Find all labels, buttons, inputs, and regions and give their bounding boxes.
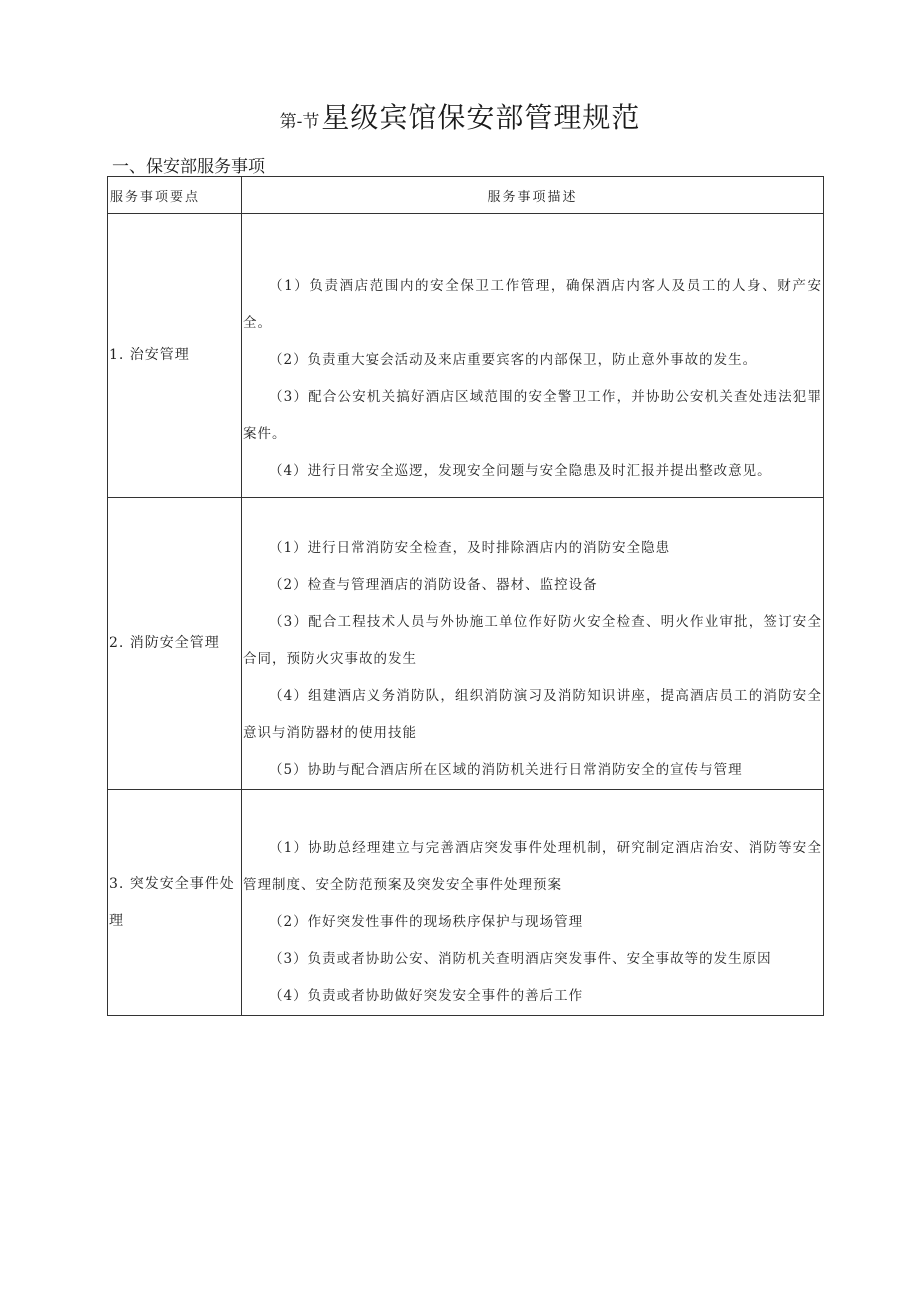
description-item: （4）组建酒店义务消防队，组织消防演习及消防知识讲座，提高酒店员工的消防安全意识与消防器材的使用技能 <box>243 688 822 741</box>
description-item: （2）检查与管理酒店的消防设备、器材、监控设备 <box>269 577 598 593</box>
title-prefix: 第-节 <box>279 112 320 132</box>
description-item: （2）作好突发性事件的现场秩序保护与现场管理 <box>269 914 584 930</box>
table-row <box>108 498 824 790</box>
row-point-security: 1. 治安管理 <box>108 214 242 498</box>
header-key-points: 服务事项要点 <box>108 177 242 214</box>
section-heading: 一、保安部服务事项 <box>112 157 265 177</box>
page-title <box>0 96 920 136</box>
row-description-emergency <box>242 790 824 1016</box>
table-row <box>108 214 824 498</box>
description-item: （4）负责或者协助做好突发安全事件的善后工作 <box>269 988 584 1004</box>
header-description: 服务事项描述 <box>242 177 824 214</box>
description-item: （1）负责酒店范围内的安全保卫工作管理，确保酒店内客人及员工的人身、财产安全。 <box>243 278 822 331</box>
description-item: （1）协助总经理建立与完善酒店突发事件处理机制，研究制定酒店治安、消防等安全管理制度、安全防范预案及突发安全事件处理预案 <box>243 840 822 893</box>
description-item: （1）进行日常消防安全检查，及时排除酒店内的消防安全隐患 <box>269 540 671 556</box>
table-row <box>108 790 824 1016</box>
service-items-table <box>107 176 824 1016</box>
description-item: （5）协助与配合酒店所在区域的消防机关进行日常消防安全的宣传与管理 <box>269 762 743 778</box>
row-description-fire-safety <box>242 498 824 790</box>
description-item: （3）负责或者协助公安、消防机关查明酒店突发事件、安全事故等的发生原因 <box>269 951 772 967</box>
row-description-security <box>242 214 824 498</box>
description-item: （4）进行日常安全巡逻，发现安全问题与安全隐患及时汇报并提出整改意见。 <box>269 463 772 479</box>
title-main: 星级宾馆保安部管理规范 <box>321 101 641 134</box>
table-header-row <box>108 177 824 214</box>
description-item: （3）配合公安机关搞好酒店区域范围的安全警卫工作，并协助公安机关查处违法犯罪案件。 <box>243 389 822 442</box>
row-point-emergency: 3. 突发安全事件处理 <box>108 790 242 1016</box>
description-item: （3）配合工程技术人员与外协施工单位作好防火安全检查、明火作业审批，签订安全合同，预防火灾事故的发生 <box>243 614 822 667</box>
row-point-fire-safety: 2. 消防安全管理 <box>108 498 242 790</box>
description-item: （2）负责重大宴会活动及来店重要宾客的内部保卫，防止意外事故的发生。 <box>269 352 758 368</box>
